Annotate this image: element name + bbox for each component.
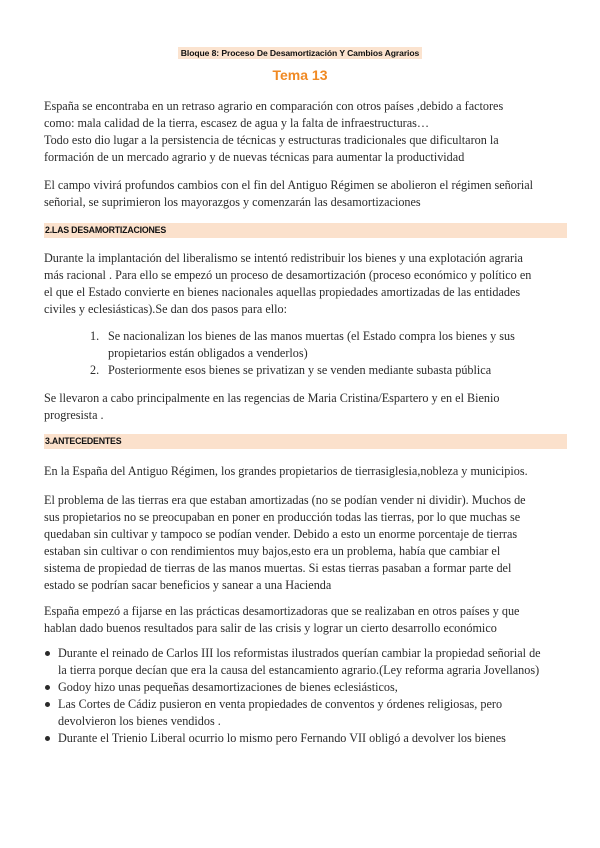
list-item bbox=[90, 362, 550, 379]
intro-paragraph-2 bbox=[44, 177, 564, 211]
text-line: El campo vivirá profundos cambios con el fin del Antiguo Régimen se abolieron el régimen señorial bbox=[44, 178, 534, 192]
section3-paragraph-3 bbox=[44, 603, 564, 637]
text-line: sistema de propiedad de tierras de las manos muertas. Si estas tierras pasaban a formar parte del bbox=[44, 561, 512, 575]
text-line: formación de un mercado agrario y de nuevas técnicas para aumentar la productividad bbox=[44, 150, 465, 164]
list-number: 2. bbox=[90, 363, 100, 377]
text-line: más racional . Para ello se empezó un proceso de desamortización (proceso económico y político en bbox=[44, 268, 532, 282]
section-heading-antecedentes: 3.ANTECEDENTES bbox=[44, 434, 567, 449]
list-number: 1. bbox=[90, 329, 100, 343]
bullet-icon bbox=[45, 702, 50, 707]
text-line: el que el Estado convierte en bienes nacionales aquellas propiedades amortizadas de las entidades bbox=[44, 285, 521, 299]
text-line: En la España del Antiguo Régimen, los grandes propietarios de tierrasiglesia,nobleza y municipios. bbox=[44, 464, 528, 478]
text-line: Todo esto dio lugar a la persistencia de técnicas y estructuras tradicionales que dificultaron la bbox=[44, 133, 499, 147]
list-item bbox=[44, 679, 569, 696]
text-line: estaban sin cultivar o con rendimientos muy bajos,esto era un problema, había que cambiar el bbox=[44, 544, 501, 558]
text-line: hablan dado buenos resultados para salir de las crisis y lograr un cierto desarrollo económico bbox=[44, 621, 497, 635]
list-item bbox=[44, 730, 569, 747]
text-line: Godoy hizo unas pequeñas desamortizaciones de bienes eclesiásticos, bbox=[58, 680, 398, 694]
bullet-icon bbox=[45, 685, 50, 690]
document-title: Bloque 8: Proceso De Desamortización Y Cambios Agrarios bbox=[178, 47, 422, 59]
bullet-icon bbox=[45, 651, 50, 656]
text-line: Posteriormente esos bienes se privatizan y se venden mediante subasta pública bbox=[108, 363, 492, 377]
text-line: Se llevaron a cabo principalmente en las regencias de Maria Cristina/Espartero y en el Bienio bbox=[44, 391, 500, 405]
text-line: El problema de las tierras era que estaban amortizadas (no se podían vender ni dividir). Muchos de bbox=[44, 493, 526, 507]
document-title-wrap bbox=[0, 41, 600, 60]
text-line: como: mala calidad de la tierra, escasez de agua y la falta de infraestructuras… bbox=[44, 116, 430, 130]
list-item bbox=[44, 645, 569, 679]
text-line: estado se podrían sacar beneficios y sanear a una Hacienda bbox=[44, 578, 332, 592]
text-line: Durante el Trienio Liberal ocurrio lo mismo pero Fernando VII obligó a devolver los bienes bbox=[58, 731, 506, 745]
bullet-icon bbox=[45, 736, 50, 741]
text-line: civiles y eclesiásticas).Se dan dos pasos para ello: bbox=[44, 302, 288, 316]
text-line: devolvieron los bienes vendidos . bbox=[58, 714, 221, 728]
text-line: sus propietarios no se preocupaban en poner en producción todas las tierras, por lo que muchas se bbox=[44, 510, 521, 524]
section3-paragraph-1 bbox=[44, 463, 564, 480]
list-item bbox=[44, 696, 569, 730]
text-line: señorial, se suprimieron los mayorazgos y comenzarán las desamortizaciones bbox=[44, 195, 421, 209]
section2-paragraph-2 bbox=[44, 390, 564, 424]
text-line: Durante el reinado de Carlos III los reformistas ilustrados querían cambiar la propiedad señorial de bbox=[58, 646, 541, 660]
text-line: Se nacionalizan los bienes de las manos muertas (el Estado compra los bienes y sus bbox=[108, 329, 515, 343]
list-item bbox=[90, 328, 550, 362]
section3-paragraph-2 bbox=[44, 492, 564, 594]
text-line: quedaban sin cultivar y tampoco se podían vender. Debido a esto un enorme porcentaje de tierras bbox=[44, 527, 518, 541]
steps-list bbox=[90, 328, 550, 379]
text-line: propietarios están obligados a venderlos) bbox=[108, 346, 308, 360]
text-line: la tierra porque decían que era la causa del estancamiento agrario.(Ley reforma agraria Jovellanos) bbox=[58, 663, 540, 677]
text-line: progresista . bbox=[44, 408, 104, 422]
tema-heading: Tema 13 bbox=[272, 67, 328, 83]
section2-paragraph-1 bbox=[44, 250, 564, 318]
section-heading-desamortizaciones: 2.LAS DESAMORTIZACIONES bbox=[44, 223, 567, 238]
text-line: España empezó a fijarse en las prácticas desamortizadoras que se realizaban en otros países y que bbox=[44, 604, 520, 618]
antecedentes-bullet-list bbox=[44, 645, 569, 747]
text-line: España se encontraba en un retraso agrario en comparación con otros países ,debido a factores bbox=[44, 99, 504, 113]
intro-paragraph-1 bbox=[44, 98, 564, 166]
text-line: Durante la implantación del liberalismo se intentó redistribuir los bienes y una explotación agraria bbox=[44, 251, 523, 265]
text-line: Las Cortes de Cádiz pusieron en venta propiedades de conventos y órdenes religiosas, pero bbox=[58, 697, 503, 711]
